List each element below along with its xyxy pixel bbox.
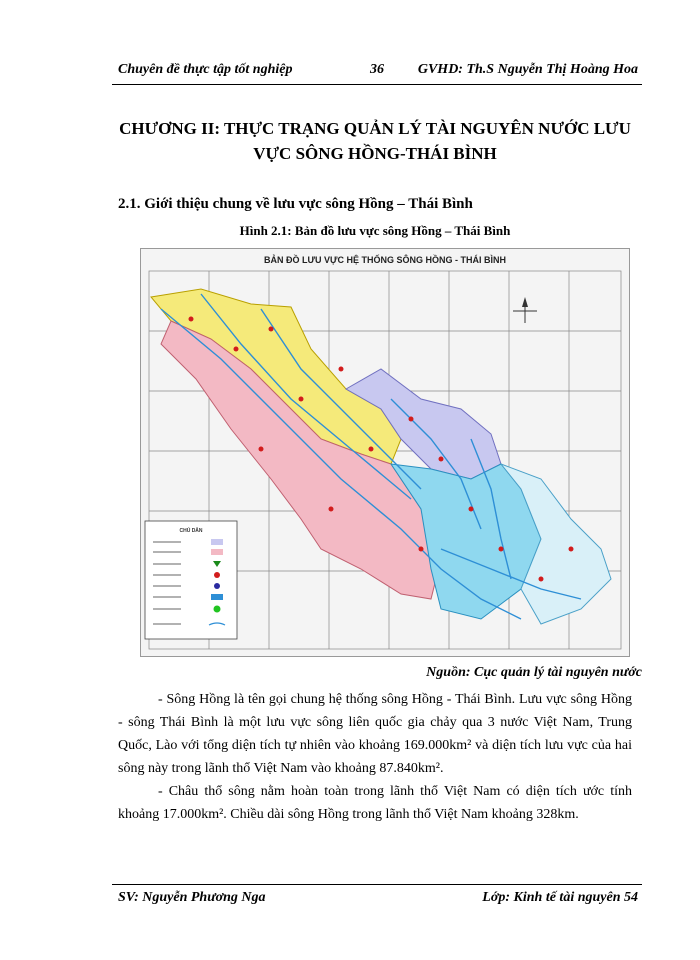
section-heading: 2.1. Giới thiệu chung về lưu vực sông Hồng – Thái Bình [118,196,473,212]
legend-title: CHÚ DẪN [179,528,203,534]
page-header [118,62,638,84]
footer-left: SV: Nguyễn Phương Nga [118,890,266,905]
header-rule [112,84,642,85]
footer-right: Lớp: Kinh tế tài nguyên 54 [482,890,638,905]
footer-rule [112,884,642,885]
paragraph-2: - Châu thổ sông nằm hoàn toàn trong lãnh thổ Việt Nam có diện tích ước tính khoảng 17.000km². Chiều dài sông Hồng trong lãnh thổ Việt Nam khoảng 328km. [118,784,632,822]
figure-source: Nguồn: Cục quản lý tài nguyên nước [426,665,642,680]
basin-map-graphic [141,249,629,656]
header-left: Chuyên đề thực tập tốt nghiệp [118,62,293,77]
chapter-title-line-2: VỰC SÔNG HỒNG-THÁI BÌNH [253,144,497,163]
paragraph-1: - Sông Hồng là tên gọi chung hệ thống sông Hồng - Thái Bình. Lưu vực sông Hồng - sông Thái Bình là một lưu vực sông liên quốc gia chảy qua 3 nước Việt Nam, Trung Quốc, Lào với tổng diện tích tự nhiên vào khoảng 169.000km² và diện tích lưu vực của hai sông này trong lãnh thổ Việt Nam vào khoảng 87.840km². [118,692,632,776]
map-legend [145,521,237,639]
chapter-title-line-1: CHƯƠNG II: THỰC TRẠNG QUẢN LÝ TÀI NGUYÊN NƯỚC LƯU [119,119,631,138]
header-right: GVHD: Th.S Nguyễn Thị Hoàng Hoa [417,62,638,77]
chapter-title [110,116,640,166]
map-title: BẢN ĐỒ LƯU VỰC HỆ THỐNG SÔNG HỒNG - THÁI BÌNH [264,255,506,265]
figure-caption: Hình 2.1: Bản đồ lưu vực sông Hồng – Thái Bình [239,223,511,238]
basin-map [140,248,630,657]
page-number: 36 [370,62,384,77]
